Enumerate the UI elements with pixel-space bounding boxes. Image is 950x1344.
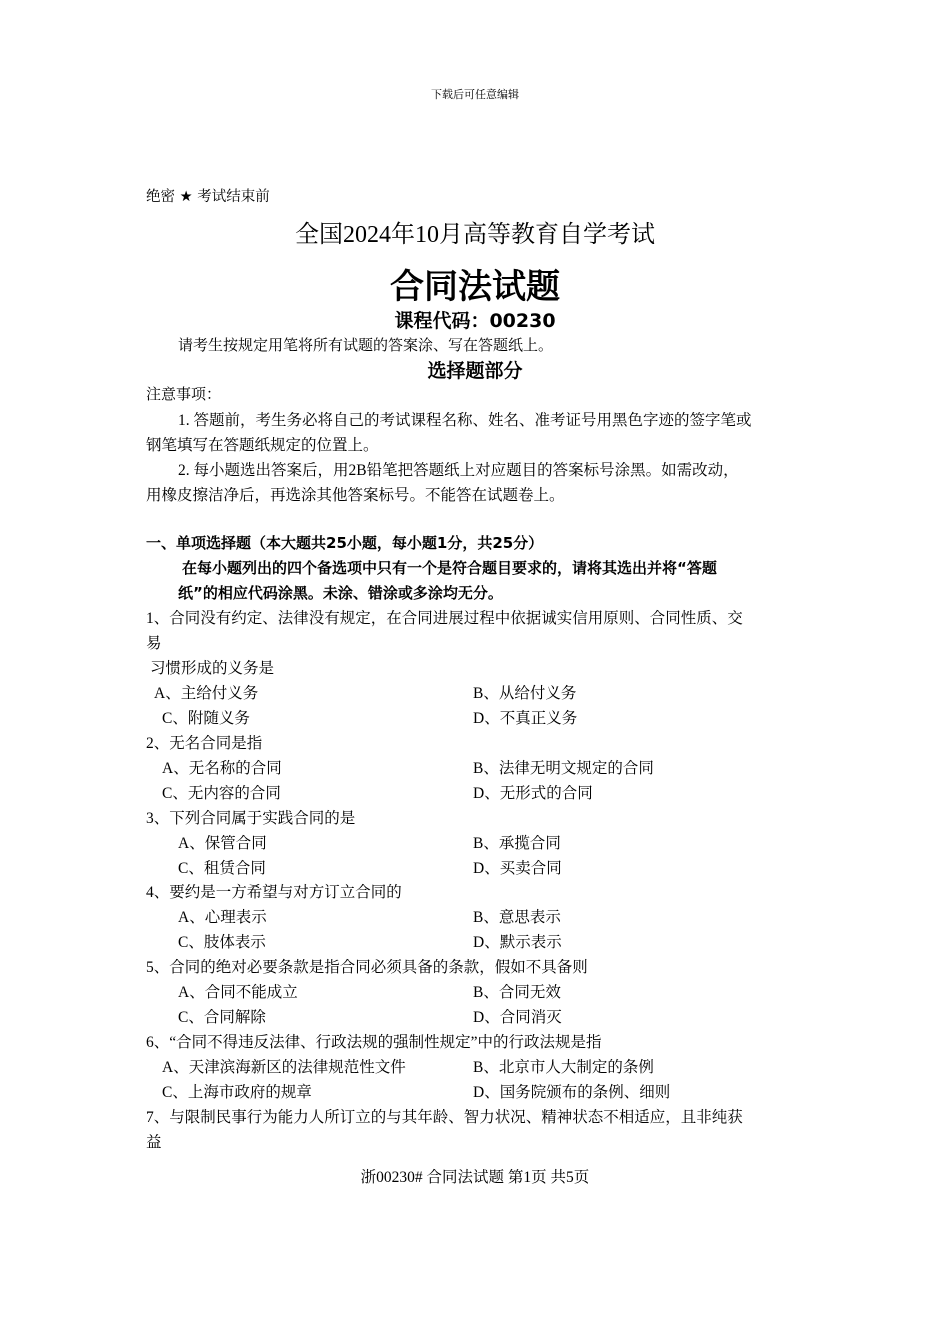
question-4-option-c: C、肢体表示: [178, 934, 266, 951]
question-3-option-c: C、租赁合同: [178, 860, 266, 877]
note-2-line-1: 2. 每小题选出答案后，用2B铅笔把答题纸上对应题目的答案标号涂黑。如需改动，: [178, 462, 739, 479]
question-7-line-2: 益: [146, 1134, 162, 1151]
question-3-option-b: B、承揽合同: [473, 835, 561, 852]
question-1-line-2: 易: [146, 635, 162, 652]
question-3-option-d: D、买卖合同: [473, 860, 562, 877]
question-1-line-3: 习惯形成的义务是: [150, 660, 275, 677]
confidential-label: 绝密 ★ 考试结束前: [146, 189, 270, 205]
exam-title: 全国2024年10月高等教育自学考试: [295, 222, 655, 248]
question-4-option-a: A、心理表示: [178, 909, 267, 926]
question-2-option-b: B、法律无明文规定的合同: [473, 760, 654, 777]
question-1-option-c: C、附随义务: [162, 710, 250, 727]
part-1-instruction-line-2: 纸”的相应代码涂黑。未涂、错涂或多涂均无分。: [178, 584, 503, 602]
question-1-option-d: D、不真正义务: [473, 710, 578, 727]
question-5: 5、合同的绝对必要条款是指合同必须具备的条款，假如不具备则: [146, 959, 588, 976]
question-1-line-1: 1、合同没有约定、法律没有规定，在合同进展过程中依据诚实信用原则、合同性质、交: [146, 610, 743, 627]
question-7-line-1: 7、与限制民事行为能力人所订立的与其年龄、智力状况、精神状态不相适应，且非纯获: [146, 1109, 743, 1126]
note-1-line-1: 1. 答题前，考生务必将自己的考试课程名称、姓名、准考证号用黑色字迹的签字笔或: [178, 412, 752, 429]
part-1-heading: 一、单项选择题（本大题共25小题，每小题1分，共25分）: [146, 534, 544, 552]
question-4-option-d: D、默示表示: [473, 934, 562, 951]
question-6-option-a: A、天津滨海新区的法律规范性文件: [162, 1059, 406, 1076]
question-5-option-a: A、合同不能成立: [178, 984, 298, 1001]
note-2-line-2: 用橡皮擦洁净后，再选涂其他答案标号。不能答在试题卷上。: [146, 487, 565, 504]
notes-label: 注意事项：: [146, 385, 222, 403]
question-5-option-b: B、合同无效: [473, 984, 561, 1001]
question-1-option-a: A、主给付义务: [154, 685, 259, 702]
question-2: 2、无名合同是指: [146, 735, 263, 752]
question-2-option-c: C、无内容的合同: [162, 785, 281, 802]
section-title: 选择题部分: [427, 360, 523, 382]
question-3: 3、下列合同属于实践合同的是: [146, 810, 356, 827]
question-4-option-b: B、意思表示: [473, 909, 561, 926]
question-2-option-a: A、无名称的合同: [162, 760, 282, 777]
question-6-option-b: B、北京市人大制定的条例: [473, 1059, 654, 1076]
question-1-option-b: B、从给付义务: [473, 685, 577, 702]
page-footer: 浙00230# 合同法试题 第1页 共5页: [360, 1169, 590, 1186]
question-2-option-d: D、无形式的合同: [473, 785, 593, 802]
question-3-option-a: A、保管合同: [178, 835, 267, 852]
answer-instruction: 请考生按规定用笔将所有试题的答案涂、写在答题纸上。: [178, 336, 554, 354]
question-4: 4、要约是一方希望与对方订立合同的: [146, 884, 402, 901]
question-5-option-d: D、合同消灭: [473, 1009, 562, 1026]
course-code: 课程代码：00230: [394, 310, 556, 332]
question-6-option-c: C、上海市政府的规章: [162, 1084, 312, 1101]
note-1-line-2: 钢笔填写在答题纸规定的位置上。: [146, 437, 379, 454]
part-1-instruction-line-1: 在每小题列出的四个备选项中只有一个是符合题目要求的，请将其选出并将“答题: [182, 559, 717, 577]
question-6-option-d: D、国务院颁布的条例、细则: [473, 1084, 671, 1101]
question-5-option-c: C、合同解除: [178, 1009, 266, 1026]
header-note: 下载后可任意编辑: [431, 89, 519, 101]
question-6: 6、“合同不得违反法律、行政法规的强制性规定”中的行政法规是指: [146, 1034, 602, 1051]
paper-title: 合同法试题: [390, 267, 560, 307]
